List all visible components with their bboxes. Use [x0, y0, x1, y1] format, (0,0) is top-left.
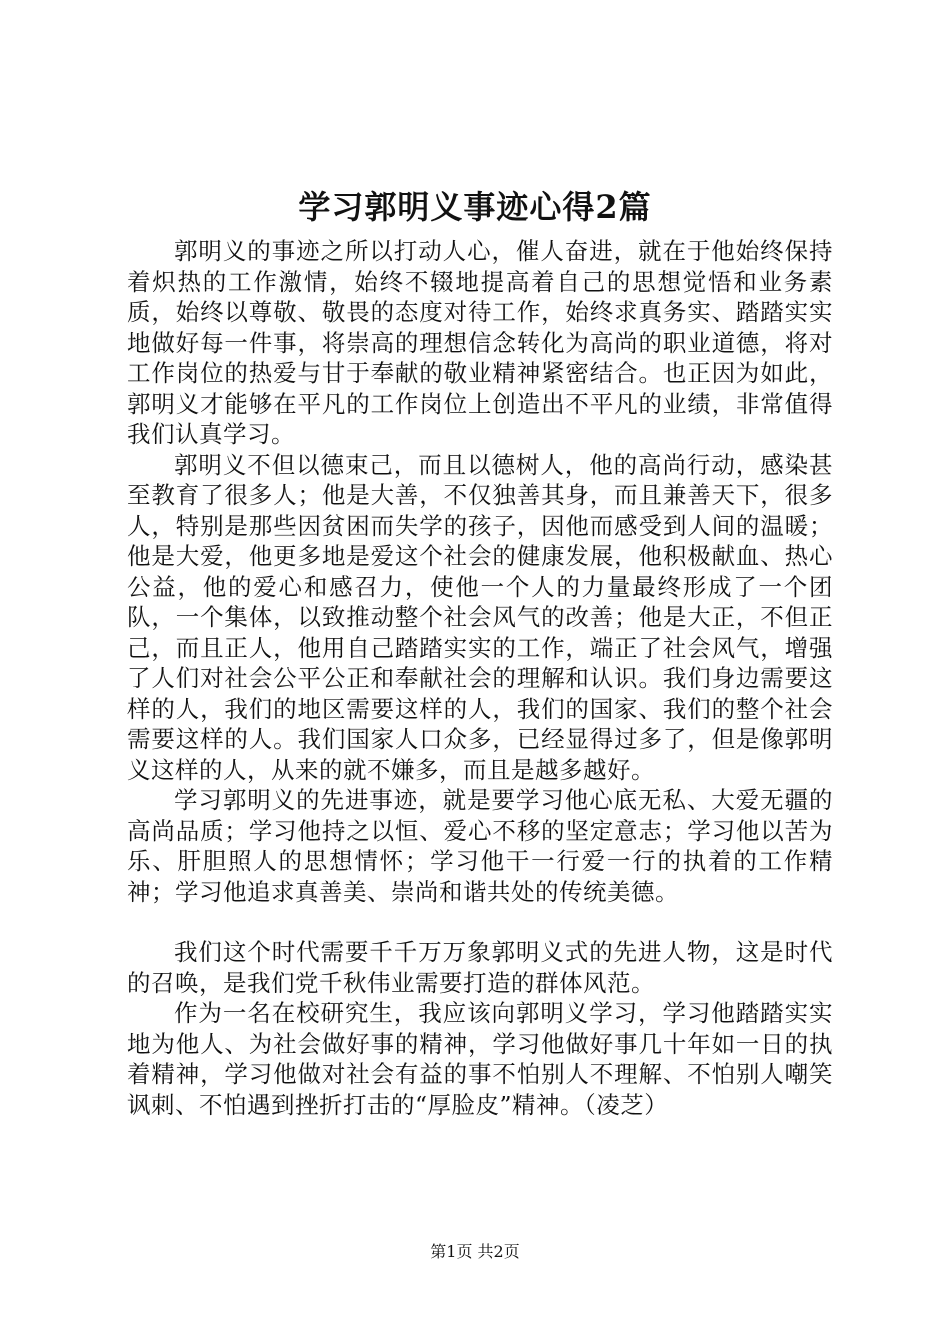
paragraph-1: 郭明义的事迹之所以打动人心，催人奋进，就在于他始终保持着炽热的工作激情，始终不辍地提高着自己的思想觉悟和业务素质，始终以尊敬、敬畏的态度对待工作，始终求真务实、踏踏实实地做好每一件事，将崇高的理想信念转化为高尚的职业道德，将对工作岗位的热爱与甘于奉献的敬业精神紧密结合。也正因为如此，郭明义才能够在平凡的工作岗位上创造出不平凡的业绩，非常值得我们认真学习。 [127, 237, 833, 448]
document-title: 学习郭明义事迹心得2篇 [298, 188, 652, 226]
paragraph-2: 郭明义不但以德束己，而且以德树人，他的高尚行动，感染甚至教育了很多人；他是大善，不仅独善其身，而且兼善天下，很多人，特别是那些因贫困而失学的孩子，因他而感受到人间的温暖；他是大爱，他更多地是爱这个社会的健康发展，他积极献血、热心公益，他的爱心和感召力，使他一个人的力量最终形成了一个团队，一个集体，以致推动整个社会风气的改善；他是大正，不但正己，而且正人，他用自己踏踏实实的工作，端正了社会风气，增强了人们对社会公平公正和奉献社会的理解和认识。我们身边需要这样的人，我们的地区需要这样的人，我们的国家、我们的整个社会需要这样的人。我们国家人口众多，已经显得过多了，但是像郭明义这样的人，从来的就不嫌多，而且是越多越好。 [127, 450, 833, 784]
document-body [127, 236, 833, 1120]
paragraph-5: 作为一名在校研究生，我应该向郭明义学习，学习他踏踏实实地为他人、为社会做好事的精神，学习他做好事几十年如一日的执着精神，学习他做对社会有益的事不怕别人不理解、不怕别人嘲笑讽刺、不怕遇到挫折打击的“厚脸皮”精神。（凌芝） [127, 999, 833, 1119]
paragraph-4: 我们这个时代需要千千万万象郭明义式的先进人物，这是时代的召唤，是我们党千秋伟业需要打造的群体风范。 [127, 938, 833, 997]
paragraph-3: 学习郭明义的先进事迹，就是要学习他心底无私、大爱无疆的高尚品质；学习他持之以恒、爱心不移的坚定意志；学习他以苦为乐、肝胆照人的思想情怀；学习他干一行爱一行的执着的工作精神；学习他追求真善美、崇尚和谐共处的传统美德。 [127, 786, 833, 906]
page-number-footer: 第1页 共2页 [430, 1242, 520, 1261]
